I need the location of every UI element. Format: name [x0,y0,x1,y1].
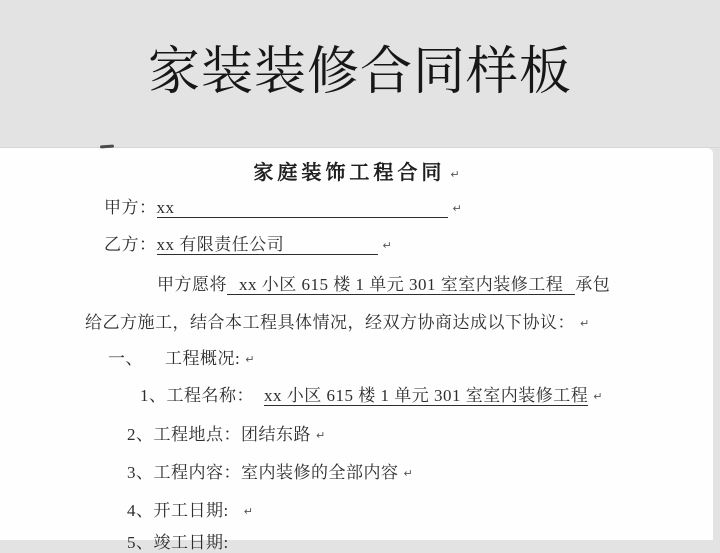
intro-suffix: 承包 [575,275,611,294]
section-1-heading [108,344,254,369]
contract-document-page [0,148,713,552]
item-2-value: 团结东路 [241,425,311,444]
item-5-label: 5、竣工日期: [127,533,229,552]
party-b-label: 乙方： [104,235,157,254]
paragraph-return-icon: ↵ [403,467,413,480]
item-2-label: 2、工程地点： [127,425,241,444]
contract-item-1 [140,381,602,406]
paragraph-return-icon: ↵ [316,429,326,442]
document-title-row [0,156,713,185]
item-4-label: 4、开工日期: [127,501,229,520]
item-1-value: xx 小区 615 楼 1 单元 301 室室内装修工程 [264,386,589,405]
contract-item-5 [127,528,229,553]
section-1-title: 工程概况: [165,349,241,368]
intro-line-2-text: 给乙方施工，结合本工程具体情况，经双方协商达成以下协议： [85,313,575,332]
party-b-value: xx 有限责任公司 [157,235,378,255]
item-3-value: 室内装修的全部内容 [241,463,399,482]
paragraph-return-icon: ↵ [245,353,255,366]
intro-project-underlined: xx 小区 615 楼 1 单元 301 室室内装修工程 [227,275,575,295]
party-b-line [104,230,392,255]
section-1-numeral: 一、 [108,349,143,368]
contract-item-2 [127,420,325,445]
item-1-label: 1、工程名称： [140,386,254,405]
item-3-label: 3、工程内容： [127,463,241,482]
paragraph-return-icon: ↵ [243,505,253,518]
stray-dash [100,145,114,149]
paragraph-return-icon: ↵ [382,239,392,252]
intro-prefix: 甲方愿将 [157,275,227,294]
party-a-label: 甲方： [104,198,157,217]
slide-title: 家装装修合同样板 [147,43,572,101]
contract-item-4 [127,496,253,521]
paragraph-return-icon: ↵ [580,317,590,330]
document-title: 家庭装饰工程合同 [253,162,446,184]
intro-line-2 [85,308,589,333]
paragraph-return-icon: ↵ [450,168,460,181]
paragraph-return-icon: ↵ [593,390,603,403]
paragraph-return-icon: ↵ [452,202,462,215]
intro-line-1 [157,270,610,295]
contract-item-3 [127,458,413,483]
party-a-value: xx [157,198,448,218]
slide-banner [0,0,720,148]
party-a-line [104,193,462,218]
